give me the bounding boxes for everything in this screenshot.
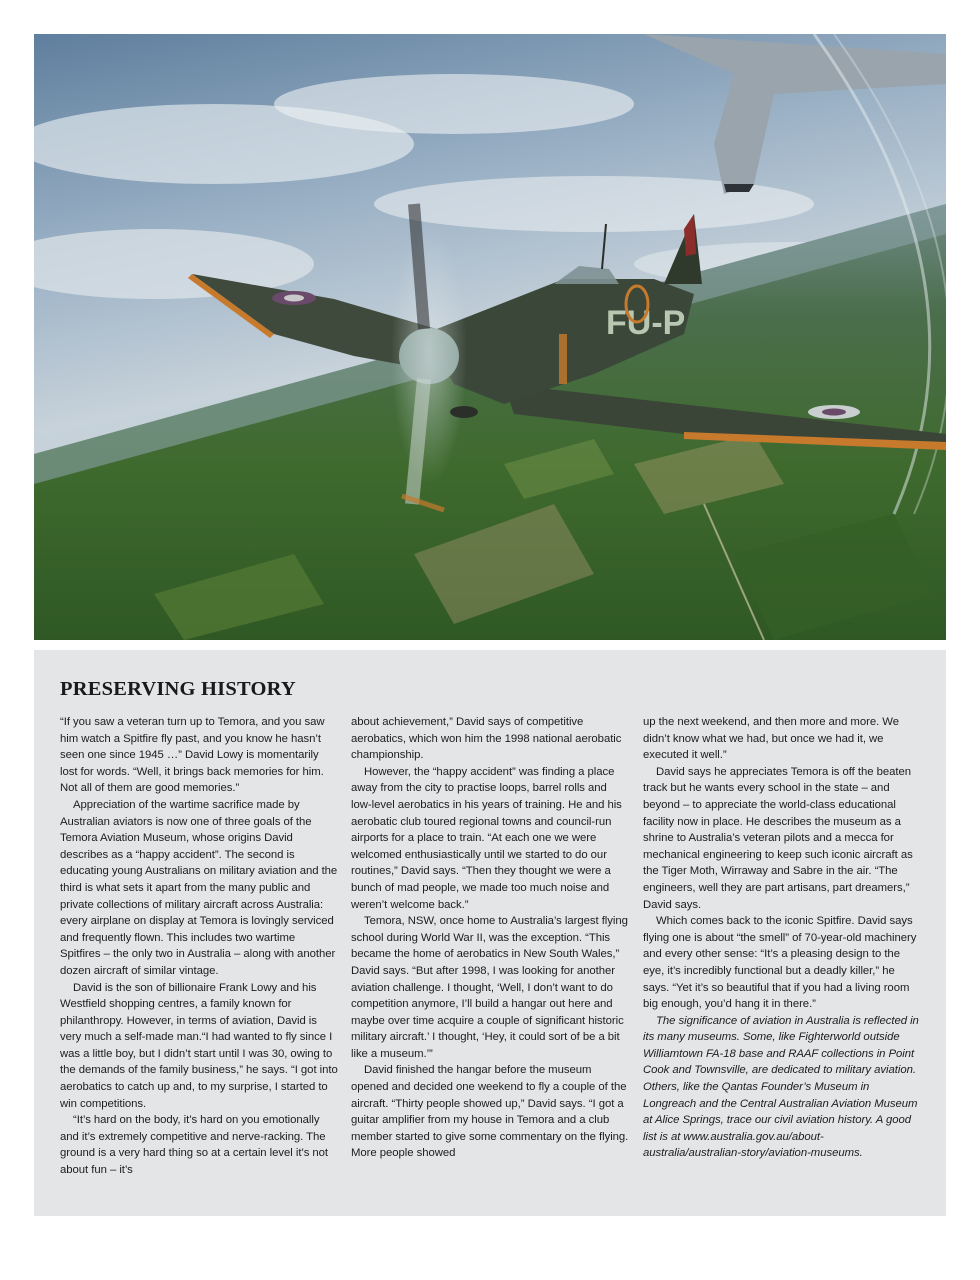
article-paragraph: David says he appreciates Temora is off the beaten track but he wants every school in the state – and beyond – to appreciate the world-class educational facility now in place. He describes the museum as a shrine to Australia’s veteran pilots and a mecca for mechanical engineering to keep such iconic aircraft as the Tiger Moth, Wirraway and Sabre in the air. “The engineers, well they are part artisans, part dreamers,” David says. — [643, 765, 913, 911]
article-paragraph: However, the “happy accident” was finding a place away from the city to practise loops, barrel rolls and low-level aerobatics in his years of training. He and his aerobatic club toured regional towns and council-run airports for a place to train. “At each one we were welcomed enthusiastically until we started to do our routines,” David says. “Then they thought we were a bunch of mad people, we made too much noise and weren’t welcome back.” — [351, 765, 622, 911]
aircraft-code: FU-P — [606, 304, 686, 342]
article-paragraph: The significance of aviation in Australia is reflected in its many museums. Some, like Fighterworld outside Williamtown FA-18 base and RAAF collections in Point Cook and Townsville, are dedicated to military aviation. Others, like the Qantas Founder’s Museum in Longreach and the Central Australian Aviation Museum at Alice Springs, trace our civil aviation history. A good list is at www.australia.gov.au/about-australia/australian-story/aviation-museums. — [643, 1014, 919, 1160]
article-paragraph: up the next weekend, and then more and more. We didn’t know what we had, but once we had it, we executed it well.” — [643, 716, 899, 762]
article-paragraph: David finished the hangar before the museum opened and decided one weekend to fly a couple of the aircraft. “Thirty people showed up,” David says. “I got a guitar amplifier from my house in Temora and a club member started to give some commentary on the flying. More people showed — [351, 1064, 629, 1160]
article-paragraph: Which comes back to the iconic Spitfire. David says flying one is about “the smell” of 70-year-old machinery and every other sense: “It’s a pleasing design to the eye, it’s incredibly functional but a deadly killer,” he says. “Yet it’s so beautiful that if you had a living room big enough, you’d hang it in there.” — [643, 915, 917, 1011]
article-panel — [34, 650, 946, 1216]
article-paragraph: “It’s hard on the body, it’s hard on you emotionally and it’s extremely competitive and nerve-racking. The ground is a very hard thing so at a certain level it’s not about fun – it’s — [60, 1114, 329, 1177]
article-paragraph: about achievement,” David says of competitive aerobatics, which won him the 1998 national aerobatic championship. — [351, 716, 622, 762]
article-column-1 — [60, 714, 338, 1179]
article-paragraph: David is the son of billionaire Frank Lowy and his Westfield shopping centres, a family known for philanthropy. However, in terms of aviation, David is very much a self-made man.“I had wanted to fly since I was a little boy, but I didn’t start until I was 30, owing to the demands of the family business,” he says. “I got into aerobatics to catch up and, to my surprise, I started to win competitions. — [60, 981, 338, 1110]
article-column-2 — [351, 714, 629, 1162]
spitfire-aircraft-photo — [34, 34, 946, 640]
article-paragraph: Temora, NSW, once home to Australia’s largest flying school during World War II, was the exception. “This became the home of aerobatics in New South Wales,” David says. “But after 1998, I was looking for another aviation challenge. I thought, ‘Well, I don’t want to do competition anymore, I’ll build a hangar out here and maybe over time acquire a couple of significant historic military aircraft.’ I thought, ‘Hey, it could sort of be a bit like a museum.’” — [351, 915, 628, 1060]
article-column-3 — [643, 714, 921, 1162]
spitfire-photo — [34, 34, 946, 640]
article-paragraph: “If you saw a veteran turn up to Temora, and you saw him watch a Spitfire fly past, and you know he hasn’t seen one since 1945 …” David Lowy is momentarily lost for words. “Well, it brings back memories for him. Not all of them are good memories.” — [60, 716, 325, 795]
article-heading: PRESERVING HISTORY — [60, 678, 296, 700]
article-paragraph: Appreciation of the wartime sacrifice made by Australian aviators is now one of three goals of the Temora Aviation Museum, whose origins David describes as a “happy accident”. The second is educating young Australians on military aviation and the third is what sets it apart from the many public and private collections of military aircraft across Australia: every airplane on display at Temora is lovingly serviced and frequently flown. This includes two wartime Spitfires – the only two in Australia – along with another dozen aircraft of similar vintage. — [60, 798, 338, 977]
